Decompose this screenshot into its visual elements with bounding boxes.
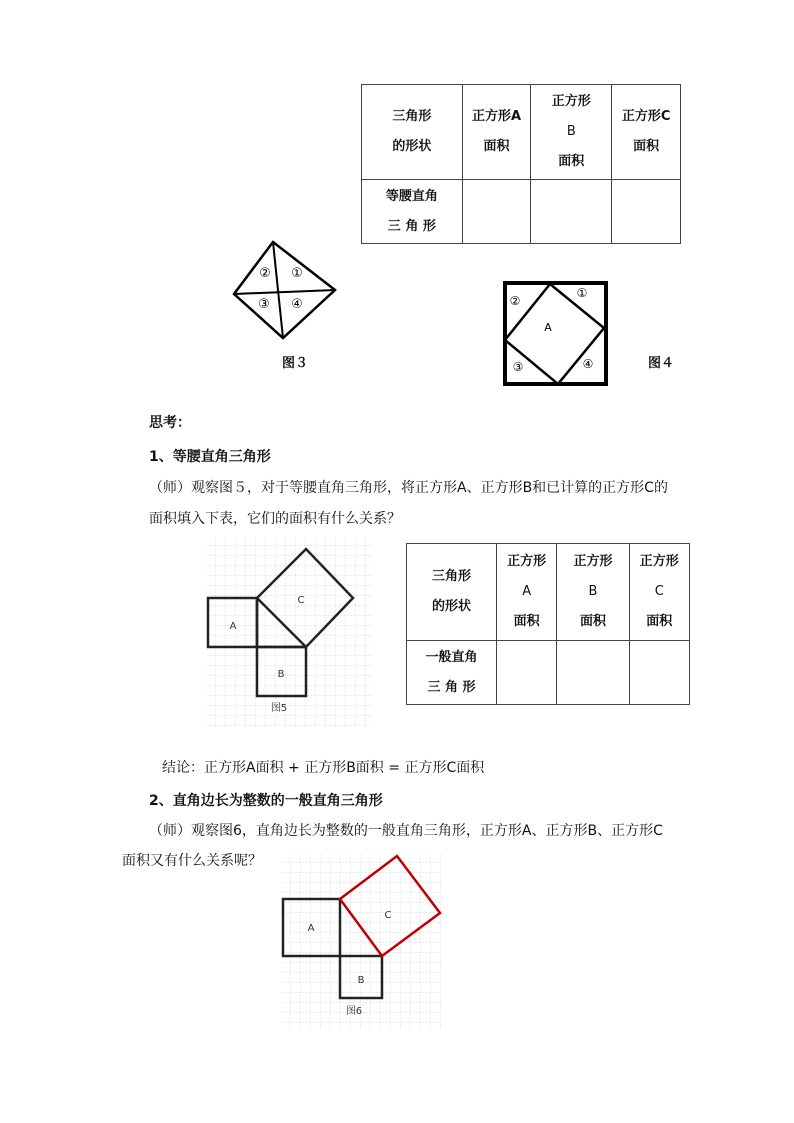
row-general-label: 一般直角 三 角 形	[407, 641, 497, 705]
cell-empty	[496, 641, 556, 705]
fig6-label-a: A	[307, 923, 315, 934]
fig5-label-a: A	[229, 621, 237, 632]
row-isosceles-label: 等腰直角 三 角 形	[362, 180, 463, 244]
header-square-b: 正方形 B 面积	[531, 85, 612, 180]
section-think-heading: 思考：	[149, 415, 191, 431]
cell-empty	[557, 641, 629, 705]
figure-4	[500, 278, 612, 390]
fig5-caption: 图5	[270, 703, 288, 714]
cell-empty	[531, 180, 612, 244]
fig5-label-c: C	[297, 595, 305, 606]
cell-empty	[612, 180, 681, 244]
fig5-label-b: B	[277, 669, 285, 680]
fig4-label: ②	[509, 294, 521, 308]
figure-3	[225, 232, 345, 347]
fig4-label: ①	[576, 286, 588, 300]
fig6-label-b: B	[357, 975, 365, 986]
header-square-a: 正方形 A 面积	[496, 544, 556, 641]
cell-empty	[629, 641, 689, 705]
item1-paragraph-line2: 面积填入下表，它们的面积有什么关系？	[149, 511, 401, 527]
item2-title: 2、直角边长为整数的一般直角三角形	[149, 793, 383, 809]
area-table-isosceles	[361, 84, 681, 244]
header-square-c: 正方形C 面积	[612, 85, 681, 180]
fig3-label: ③	[258, 297, 270, 312]
fig3-diagonal	[234, 290, 335, 294]
figure-6	[280, 852, 445, 1032]
fig3-diagonal	[273, 242, 283, 338]
header-square-a: 正方形A 面积	[462, 85, 531, 180]
fig4-caption: 图４	[648, 356, 675, 371]
conclusion-text: 结论：正方形A面积 + 正方形B面积 = 正方形C面积	[162, 760, 485, 776]
item1-paragraph-line1: （师）观察图５，对于等腰直角三角形，将正方形A、正方形B和已计算的正方形C的	[149, 480, 668, 496]
area-table-general	[406, 543, 690, 705]
fig3-label: ④	[291, 297, 303, 312]
figure-5	[205, 535, 375, 730]
fig3-caption: 图３	[282, 356, 309, 371]
fig6-caption: 图6	[345, 1006, 363, 1017]
header-square-b: 正方形 B 面积	[557, 544, 629, 641]
header-shape: 三角形 的形状	[362, 85, 463, 180]
header-square-c: 正方形 C 面积	[629, 544, 689, 641]
item1-title: 1、等腰直角三角形	[149, 449, 271, 465]
item2-paragraph-line2: 面积又有什么关系呢？	[122, 853, 262, 869]
fig3-label: ①	[291, 266, 303, 281]
fig3-label: ②	[259, 266, 271, 281]
item2-paragraph-line1: （师）观察图6，直角边长为整数的一般直角三角形，正方形A、正方形B、正方形C	[149, 823, 663, 839]
cell-empty	[462, 180, 531, 244]
fig6-grid	[282, 854, 442, 1029]
fig4-label: ③	[512, 360, 524, 374]
header-shape: 三角形 的形状	[407, 544, 497, 641]
fig4-center-label: A	[544, 321, 552, 334]
fig4-label: ④	[582, 357, 594, 371]
fig6-label-c: C	[384, 910, 392, 921]
